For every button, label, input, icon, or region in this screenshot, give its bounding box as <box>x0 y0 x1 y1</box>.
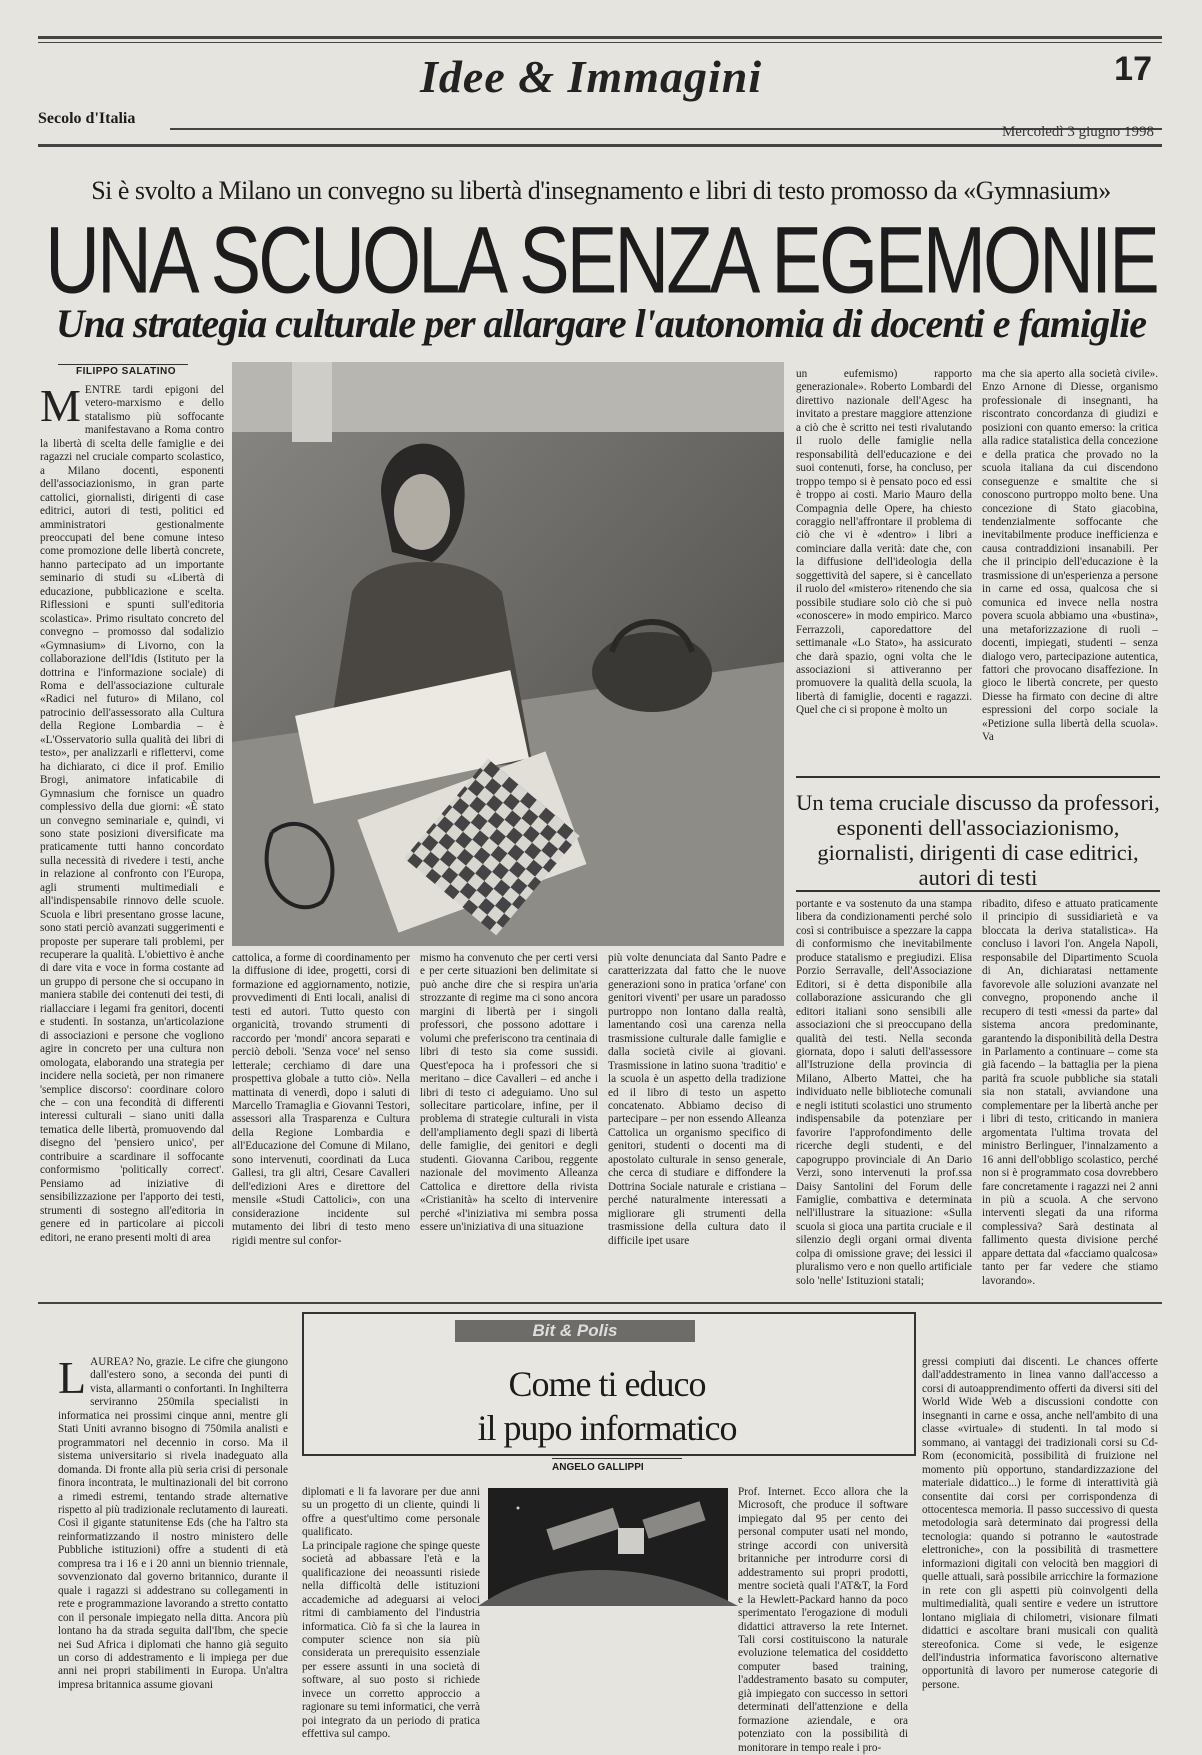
masthead-bottom-rule <box>38 144 1162 147</box>
article-column-2 <box>232 952 410 1300</box>
article-column-6-top <box>982 368 1158 766</box>
top-rule <box>38 36 1162 39</box>
article-text: un eufemismo) rapporto generazionale». Roberto Lombardi del direttivo nazionale dell'Agesc ha invitato a prestare maggiore attenzione a ciò che è scritto nei testi rivalutando il ruolo delle famiglie nella responsabilità dell'educazione e dei suoi contenuti, forse, ha concluso, per troppo tempo si è pensato poco ed essi è troppo ai costi. Mario Mauro della Compagnia delle Opere, ha chiesto coraggio nell'affrontare il problema di ciò che vi è «dentro» i libri a cominciare dalla verità: date che, con la diffusione dell'ideologia della soggettività del sapere, si è cancellato il ruolo del «mistero» ritenendo che sia possibile studiare solo ciò che si può «conoscere» in modo empirico. Marco Ferrazzoli, caporedattore del settimanale «Lo Stato», ha assicurato che darà spazio, ogni volta che le associazioni si attiveranno per promuovere la qualità della scuola, la libertà di famiglie, docenti e ragazzi. Quel che ci si propone è molto un <box>796 368 972 717</box>
article-column-6-bottom <box>982 898 1158 1300</box>
kicker: Si è svolto a Milano un convegno su libertà d'insegnamento e libri di testo promosso da «Gymnasium» <box>91 176 1111 205</box>
box-byline: ANGELO GALLIPPI <box>552 1462 644 1473</box>
box-dropcap: L <box>58 1352 87 1403</box>
satellite-photo <box>488 1488 728 1606</box>
box-column-4 <box>922 1356 1158 1740</box>
article-text: cattolica, a forme di coordinamento per la diffusione di idee, progetti, corsi di formazione ed aggiornamento, notizie, provvedimenti di Enti locali, analisi di testi ed autori. Tutto questo con organicità, trovando strumenti di raccordo per 'mondi' ancora separati e perciò deboli. 'Senza voce' nel senso letterale; cerchiamo di dare una prospettiva globale a tutto ciò». Nella mattinata di venerdì, dopo i saluti di Marcello Tramaglia e Giovanni Testori, assessori alla Trasparenza e Cultura della Regione Lombardia e all'Educazione del Comune di Milano, sono intervenuti, coordinati da Luca Gallesi, tra gli altri, Cesare Cavalleri dell'edizioni Ares e direttore del mensile «Studi Cattolici», con una considerazione incidente sul mutamento dei libri di testo meno rigidi mentre sul confor- <box>232 952 410 1247</box>
box-column-3 <box>738 1486 908 1754</box>
box-text: AUREA? No, grazie. Le cifre che giungono dall'estero sono, a seconda dei punti di vista, allarmanti o confortanti. In Inghilterra serviranno 250mila specialisti in informatica nei prossimi cinque anni, mentre gli Stati Uniti avranno bisogno di 750mila analisti e programmatori nel decennio in corso. Ma il sistema universitario si rivela inadeguato alla domanda. Di fronte alla più seria crisi di personale finora incontrata, le multinazionali del bit corrono a rimedi estremi, tentando strade alternative rispetto al più tradizionale reclutamento di laureati. Così il gigante statunitense Eds (che ha l'altro sta reinformatizzando il nostro ministero delle Pubbliche istituzioni) offre a studenti di età compresa tra i 16 e i 20 anni un biennio triennale, sovvenzionato dal governo britannico, durante il quale i ragazzi si addestrano su collegamenti in rete e programmazione lavorando a stretto contatto con il personale impiegato nella ditta. Ancora più lontano ha da strada seguita dall'Ibm, che specie nei Sud Africa i diplomati che hanno già seguito un corso di addestramento e li impiega per due anni nei propri stabilimenti in Europa. Un'altra impresa britannica assume giovani <box>58 1356 288 1691</box>
article-photo <box>232 362 784 946</box>
subhead: Una strategia culturale per allargare l'autonomia di docenti e famiglie <box>55 301 1147 346</box>
headline: UNA SCUOLA SENZA EGEMONIE <box>45 207 1157 314</box>
article-text: portante e va sostenuto da una stampa libera da condizionamenti perché solo così si contribuisce a spezzare la cappa di conformismo che inevitabilmente produce statalismo e pregiudizi. Elisa Porzio Serravalle, dell'Associazione Editori, si è detta disponibile alla collaborazione assicurando che gli editori italiani sono sensibili alle associazioni che si preoccupano della qualità dei testi. Nella seconda giornata, dopo i saluti dell'assessore all'Istruzione della provincia di Milano, Alberto Mattei, che ha individuato nelle biblioteche comunali e negli istituti scolastici uno strumento indispensabile da potenziare per favorire l'approfondimento delle ricerche degli studenti, e del capogruppo provinciale di An Dario Verzi, sono intervenuti la prof.ssa Daisy Santolini del Forum delle Famiglie, combattiva e determinata nell'illustrare la situazione: «Sulla scuola si gioca una partita cruciale e il silenzio degli organi ormai diventa colpa di omissione grave; dei lessici il pluralismo vero e non quello artificiale solo 'nelle' Istituzioni statali; <box>796 898 972 1287</box>
box-text: Prof. Internet. Ecco allora che la Microsoft, che produce il software impiegato dal 95 per cento dei personal computer usati nel mondo, stringe accordi con università britanniche per introdurre corsi di addestramento sui propri prodotti, mentre società quali l'AT&T, la Ford e la Hewlett-Packard hanno da poco sperimentato l'erogazione di moduli didattici attraverso la rete Internet. Tali corsi costituiscono la naturale evoluzione telematica del cosiddetto computer based training, l'addestramento basato su computer, già impiegato con successo in settori determinati dell'attenzione e della formazione aziendale, e ora potenziato con la possibilità di monitorare in tempo reale i pro- <box>738 1486 908 1754</box>
article-text: ENTRE tardi epigoni del vetero-marxismo e dello statalismo più soffocante manifestavano a Roma contro la libertà di scelta delle famiglie e dei ragazzi nel cruciale comparto scolastico, a Milano docenti, esponenti dell'associazionismo, in gran parte cattolici, giornalisti, dirigenti di case editrici, autori di testi, politici ed amministratori gestionalmente preoccupati del bene comune inteso come promozione delle libertà concrete, hanno partecipato ad un importante seminario di studi su «Libertà di educazione, pubblicazione e scelta. Riflessioni e spunti sull'editoria scolastica». Primo risultato concreto del convegno – promosso dal sodalizio «Gymnasium» di Livorno, con la collaborazione dell'Idis (Istituto per la dottrina e l'informazione sociale) di Roma e dell'associazione culturale «Radici nel futuro» di Milano, col patrocinio dell'assessorato alla Cultura della Regione Lombardia – è «L'Osservatorio sulla qualità dei libri di testo», per analizzarli e riflettervi, come ha dichiarato, ci dice il prof. Emilio Brogi, animatore infaticabile di Gymnasium che fornisce un quadro complessivo della due giorni: «È stato un convegno seminariale e, quindi, vi sono state posizioni diversificate ma praticamente tutti hanno concordato sulla necessità di rivedere i testi, anche in relazione al confronto con l'Europa, agli strumenti multimediali e all'indispensabile rinnovo delle scuole. Scuola e libri presentano grosse lacune, sono stati perciò avanzati suggerimenti e proposte per superare tali problemi, per recuperare la qualità. L'obiettivo è anche di dare vita e voce in forma costante ad un gruppo di persone che si occupano in maniera stabile dei contenuti dei testi, di riallacciare i legami fra genitori, docenti e studenti. In sostanza, un'articolazione di associazioni e persone che vogliono agire in concreto per una cultura non omologata, elaborando una strategia per incidere nella società, per non rimanere 'semplice discorso': coordinare coloro che – con una fecondità di differenti interessi culturali – siano uniti dalla tematica delle libertà, promuovendo dal disegno del 'pensiero unico', per contribuire a scardinare il soffocante conformismo 'politically correct'. Pensiamo ad iniziative di sensibilizzazione per l'apporto dei testi, strumenti di sostegno all'editoria in genere ed in particolare ai piccoli editori, ne erano presenti molti di area <box>40 384 224 1244</box>
satellite-illustration <box>488 1488 728 1606</box>
photo-illustration <box>232 362 784 946</box>
pull-quote: Un tema cruciale discusso da professori, esponenti dell'associazionismo, giornalisti, dirigenti di case editrici, autori di testi <box>796 790 1160 890</box>
article-text: ma che sia aperto alla società civile». Enzo Arnone di Diesse, organismo professionale di insegnanti, ha riscontrato concordanza di giudizi e posizioni con quanto emerso: la critica alla radice statalistica della concezione e della pratica che provado no la scuola italiana da cui discendono conseguenze e smaltite che si conoscono purtroppo molto bene. Una concezione di Stato giacobina, tendenzialmente soffocante che inevitabilmente produce inefficienza e causa contraddizioni insanabili. Per che il principio dell'educazione è la trasmissione di un'esperienza a persone in carne ed ossa, qualcosa che si comunica ed invece nella nostra povera scuola abbiamo una «bustina», una metaforizzazione di ruoli – docenti, impiegati, studenti – senza dialogo vero, partecipazione autentica, fattori che provocano disaffezione. In gioco le libertà concrete, per questo Diesse ha firmato con decine di altre espressioni del corpo sociale la «Petizione sulla libertà della scuola». Va <box>982 368 1158 744</box>
page-number: 17 <box>1114 50 1152 88</box>
section-divider <box>38 1302 1162 1304</box>
article-text: più volte denunciata dal Santo Padre e caratterizzata dal fatto che le nuove generazioni sono in pratica 'orfane' con genitori viventi' per usare un paradosso purtroppo non lontano dalla realtà, lamentando così una carenza nella trasmissione culturale dalle famiglie e dalla società civile ai giovani. Trasmissione in latino suona 'traditio' e la scuola è un aspetto della tradizione ed il libro di testo un aspetto concatenato. Abbiamo deciso di partecipare – per non essendo Alleanza Cattolica un organismo specifico di genitori, studenti o docenti ma di apostolato culturale in senso generale, che cerca di studiare e diffondere la Dottrina Sociale naturale e cristiana – perché naturalmente interessati a migliorare gli strumenti della trasmissione della cultura dato il difficile ipet usare <box>608 952 786 1247</box>
rubric-label: Bit & Polis <box>455 1320 695 1342</box>
article-text: mismo ha convenuto che per certi versi e per certe situazioni ben delimitate si può anche dire che si respira un'aria strozzante di regime ma ci sono ancora margini di libertà per i singoli professori, che possono adottare i volumi che preferiscono tra centinaia di libri di testo sia come sussidi. Quest'epoca ha i professori che si meritano – dice Cavalleri – ed anche i libri di testo ci adeguiamo. Uno sul sollecitare particolare, infine, per il problema di strategie culturali in vista dell'ampliamento degli spazi di libertà delle famiglie, dei genitori e degli studenti. Giovanna Caribou, reggente nazionale del movimento Alleanza Cattolica e direttore della rivista «Cristianità» ha scelto di intervenire perché «l'iniziativa mi sembra possa essere un'iniziativa di una situazione <box>420 952 598 1234</box>
byline: FILIPPO SALATINO <box>76 366 177 377</box>
byline-rule <box>58 364 188 365</box>
box-byline-rule <box>552 1458 682 1459</box>
article-column-5-bottom <box>796 898 972 1300</box>
box-headline-line-1: Come ti educo <box>508 1364 706 1404</box>
box-column-1 <box>58 1352 288 1740</box>
dropcap: M <box>40 380 81 431</box>
box-column-2 <box>302 1486 480 1740</box>
box-text: La principale ragione che spinge queste società ad abbassare l'età e la qualificazione dei neoassunti risiede nella difficoltà delle istituzioni accademiche ad adeguarsi ai veloci ritmi di cambiamento del l'industria informatica. Ciò fa sì che la laurea in computer science non sia più considerata un prerequisito essenziale per essere assunti in una società di software, al suo posto si richiede invece un corretto approccio a ragionare su temi informatici, che verrà poi integrato da un periodo di pratica effettiva sul campo. <box>302 1539 480 1741</box>
article-column-3 <box>420 952 598 1300</box>
box-headline-line-2: il pupo informatico <box>477 1408 737 1448</box>
pullquote-rule-top <box>796 776 1160 778</box>
box-headline <box>310 1362 904 1450</box>
article-text: ribadito, difeso e attuato praticamente il principio di sussidiarietà e va bloccata la deriva statalistica». Ha concluso i lavori l'on. Angela Napoli, responsabile del Dipartimento Scuola di An, dichiaratasi nettamente favorevole alle soluzioni avanzate nel convegno, proponendo anche il recupero di testi «messi da parte» dal sistema ancora predominante, garantendo la disponibilità della Destra in Parlamento a continuare – come sta già facendo – la battaglia per la piena parità fra scuole pubbliche sia statali sia non statali, avviandone una complementare per la libertà anche per i libri di testo, criticando in maniera argomentata l'ultima trovata del ministro Berlinguer, l'innalzamento a 16 anni dell'obbligo scolastico, perché non si è programmato cosa dovrebbero fare concretamente i ragazzi nei 2 anni in più a scuola. A che servono interventi slegati da una riforma complessiva? Sarà destinata al fallimento questa divisione perché appare dettata dal «facciamo qualcosa» tanto per far vedere che stiamo lavorando». <box>982 898 1158 1287</box>
article-column-4 <box>608 952 786 1300</box>
dateline: Mercoledì 3 giugno 1998 <box>1001 124 1154 140</box>
paper-name: Secolo d'Italia <box>38 110 136 127</box>
article-column-1 <box>40 380 224 1300</box>
box-text: gressi compiuti dai discenti. Le chances offerte dall'addestramento in linea vanno dall'accesso a corsi di autoapprendimento offerti da diversi siti del World Wide Web a discussioni condotte con insegnanti in carne e ossa, anche nell'ambito di una classe «virtuale» di studenti. In tal modo si sommano, ai vantaggi dei tradizionali corsi su Cd-Rom (economicità, possibilità di fruizione nel momento più opportuno, standardizzazione del materiale didattico...) le forme di interattività già consentite dai corsi per corrispondenza di ottocentesca memoria. Il passo successivo di questa metodologia sarà determinato dai progressi della tecnologia: quando si potranno le «autostrade elettroniche», con la possibilità di trasmettere informazioni digitali con velocità ben maggiori di quelle attuali, sarà possibile arricchire la formazione in rete con gli aspetti più coinvolgenti della multimedialità, quali sentire e vedere un istruttore lontano migliaia di chilometri, visionare filmati didattici e ascoltare brani musicali con qualità stereofonica. Come si vede, le esigenze dell'industria informatica favoriscono alternative opportunità di lavoro per numerose categorie di persone. <box>922 1356 1158 1691</box>
box-text: diplomati e li fa lavorare per due anni su un progetto di un cliente, quindi li offre a quest'ultimo come personale qualificato. <box>302 1486 480 1539</box>
article-column-5-top <box>796 368 972 766</box>
top-rule-thin <box>38 42 1162 43</box>
section-title: Idee & Immagini <box>420 51 763 102</box>
pullquote-rule-bottom <box>796 890 1160 892</box>
